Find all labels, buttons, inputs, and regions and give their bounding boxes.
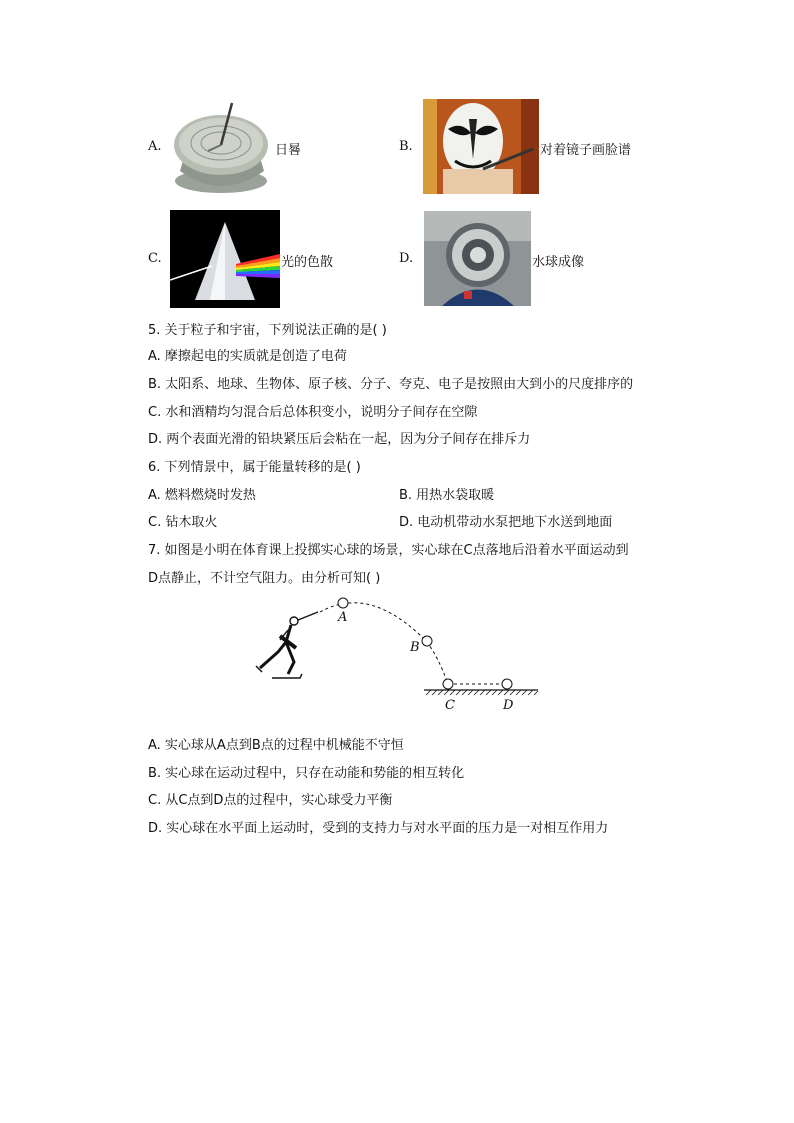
- q4-option-d-caption: 水球成像: [532, 255, 585, 270]
- figure-label-b: B: [410, 640, 420, 655]
- shot-put-figure: [250, 592, 550, 716]
- q6-option-a: A. 燃料燃烧时发热: [148, 488, 256, 503]
- q4-option-a-caption: 日晷: [275, 143, 302, 158]
- q7-option-c: C. 从C点到D点的过程中，实心球受力平衡: [148, 793, 393, 808]
- figure-label-a: A: [338, 610, 348, 625]
- q4-option-a-letter: A.: [148, 139, 162, 154]
- q7-option-b: B. 实心球在运动过程中，只存在动能和势能的相互转化: [148, 766, 465, 781]
- q5-option-b: B. 太阳系、地球、生物体、原子核、分子、夸克、电子是按照由大到小的尺度排序的: [148, 377, 634, 392]
- q4-option-b-caption: 对着镜子画脸谱: [540, 143, 632, 158]
- sundial-image: [168, 101, 274, 195]
- prism-dispersion-image: [170, 210, 280, 308]
- water-ball-image: [424, 211, 531, 306]
- q7-option-a: A. 实心球从A点到B点的过程中机械能不守恒: [148, 738, 404, 753]
- q6-stem: 6. 下列情景中，属于能量转移的是( ): [148, 460, 361, 475]
- q4-option-c-letter: C.: [148, 251, 162, 266]
- thrower-figure: [256, 612, 318, 678]
- q4-option-d-letter: D.: [399, 251, 414, 266]
- q7-stem-line2: D点静止，不计空气阻力。由分析可知( ): [148, 571, 381, 586]
- opera-mask-image: [423, 99, 539, 194]
- q4-option-c-caption: 光的色散: [281, 255, 334, 270]
- q7-stem-line1: 7. 如图是小明在体育课上投掷实心球的场景，实心球在C点落地后沿着水平面运动到: [148, 543, 629, 558]
- figure-label-d: D: [503, 698, 514, 713]
- q5-stem: 5. 关于粒子和宇宙，下列说法正确的是( ): [148, 323, 387, 338]
- q7-option-d: D. 实心球在水平面上运动时，受到的支持力与对水平面的压力是一对相互作用力: [148, 821, 609, 836]
- q6-option-c: C. 钻木取火: [148, 515, 218, 530]
- q4-option-b-letter: B.: [399, 139, 413, 154]
- q6-option-d: D. 电动机带动水泵把地下水送到地面: [399, 515, 613, 530]
- q5-option-c: C. 水和酒精均匀混合后总体积变小，说明分子间存在空隙: [148, 405, 478, 420]
- q6-option-b: B. 用热水袋取暖: [399, 488, 495, 503]
- figure-label-c: C: [445, 698, 455, 713]
- q5-option-d: D. 两个表面光滑的铅块紧压后会粘在一起，因为分子间存在排斥力: [148, 432, 531, 447]
- q5-option-a: A. 摩擦起电的实质就是创造了电荷: [148, 349, 347, 364]
